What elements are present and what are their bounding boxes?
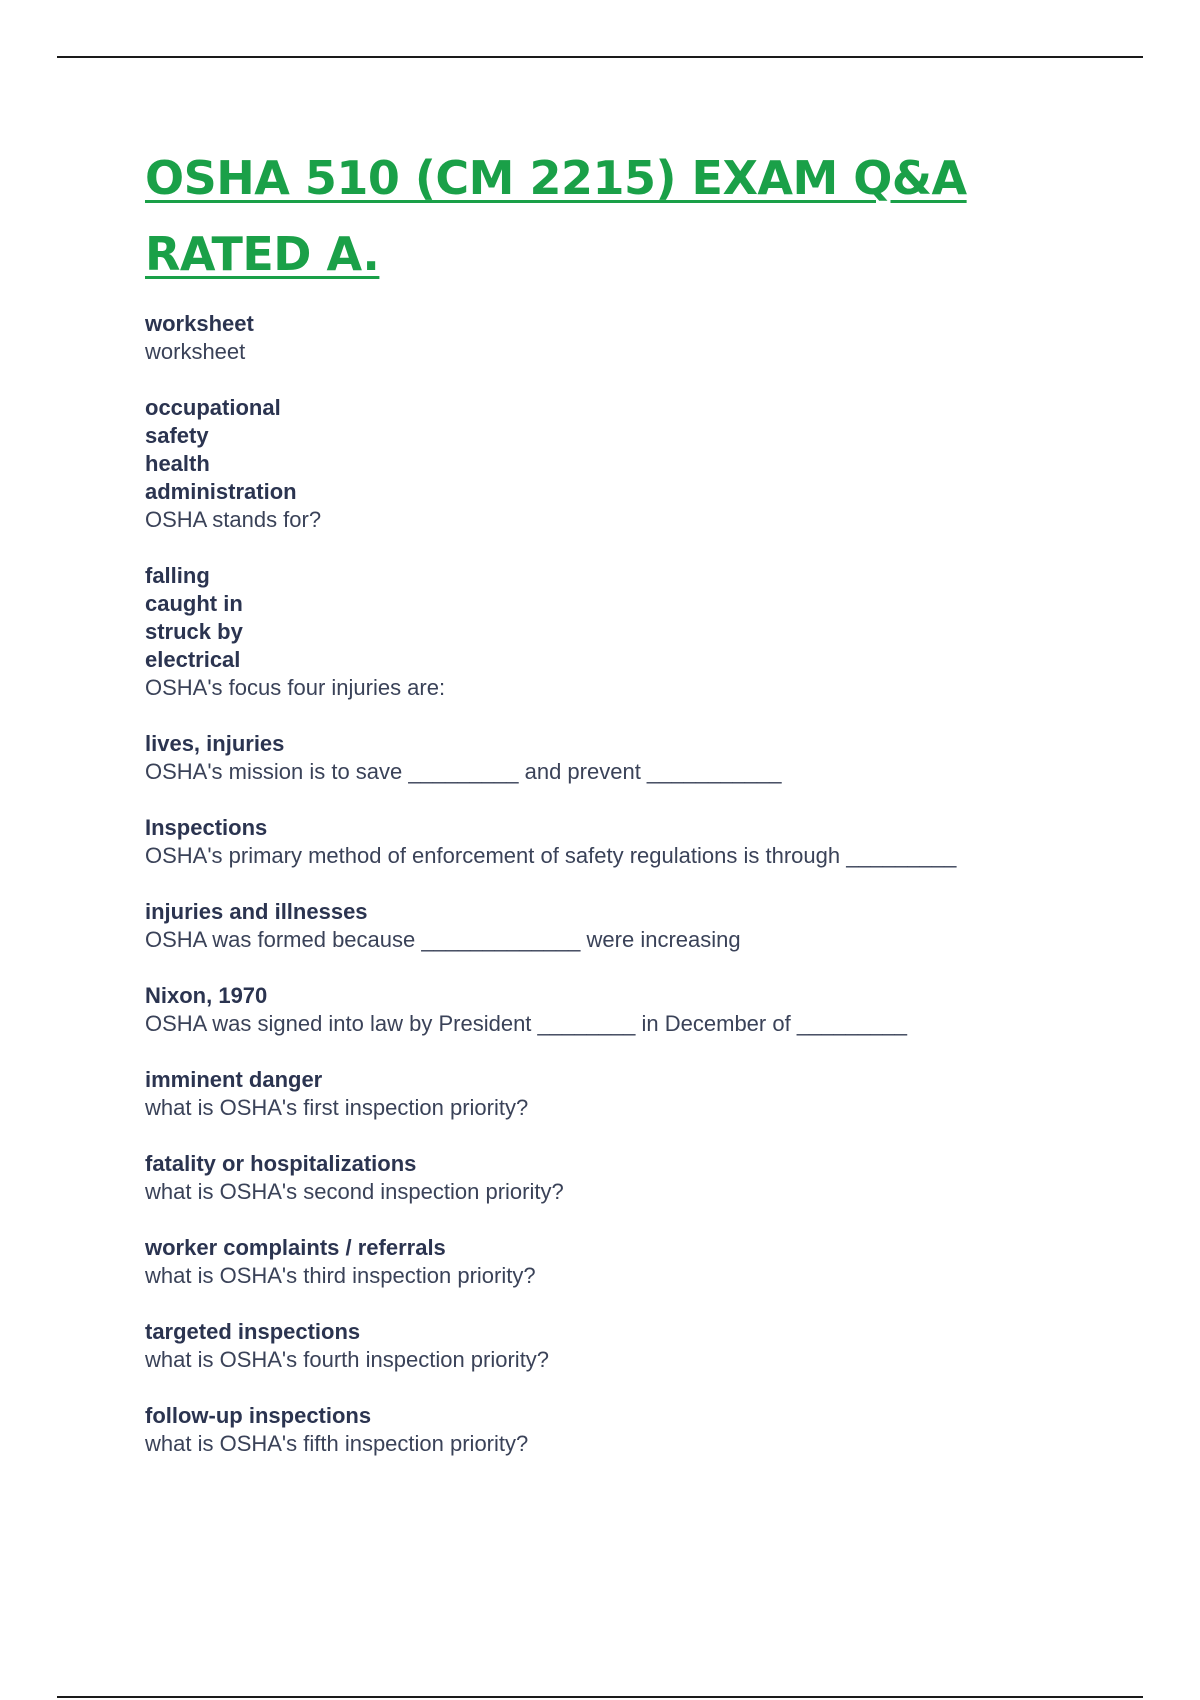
bottom-divider [57, 1696, 1143, 1698]
qa-term: lives, injuries [145, 731, 285, 756]
qa-definition: OSHA stands for? [145, 507, 322, 532]
qa-card [145, 1402, 1105, 1458]
qa-card [145, 898, 1105, 954]
qa-term: occupational safety health administration [145, 395, 297, 504]
qa-term: injuries and illnesses [145, 899, 368, 924]
qa-term: targeted inspections [145, 1319, 361, 1344]
qa-definition: what is OSHA's fifth inspection priority? [145, 1431, 529, 1456]
qa-definition: OSHA's focus four injuries are: [145, 675, 446, 700]
qa-term: falling caught in struck by electrical [145, 563, 243, 672]
qa-card [145, 1234, 1105, 1290]
qa-definition: what is OSHA's fourth inspection priority? [145, 1347, 550, 1372]
qa-definition: what is OSHA's second inspection priority? [145, 1179, 564, 1204]
qa-list [145, 310, 1105, 1486]
qa-definition: what is OSHA's third inspection priority? [145, 1263, 536, 1288]
qa-card [145, 1150, 1105, 1206]
qa-term: follow-up inspections [145, 1403, 372, 1428]
qa-definition: what is OSHA's first inspection priority? [145, 1095, 529, 1120]
qa-definition: OSHA was signed into law by President ________ in December of _________ [145, 1011, 907, 1036]
qa-card [145, 310, 1105, 366]
qa-term: imminent danger [145, 1067, 323, 1092]
qa-term: Inspections [145, 815, 268, 840]
qa-card [145, 394, 1105, 534]
qa-term: fatality or hospitalizations [145, 1151, 417, 1176]
qa-term: worker complaints / referrals [145, 1235, 446, 1260]
top-divider [57, 56, 1143, 58]
qa-definition: OSHA was formed because _____________ were increasing [145, 927, 741, 952]
qa-definition: worksheet [145, 339, 246, 364]
qa-definition: OSHA's mission is to save _________ and prevent ___________ [145, 759, 782, 784]
qa-card [145, 982, 1105, 1038]
qa-card [145, 1066, 1105, 1122]
qa-term: Nixon, 1970 [145, 983, 268, 1008]
qa-card [145, 1318, 1105, 1374]
qa-definition: OSHA's primary method of enforcement of safety regulations is through _________ [145, 843, 957, 868]
qa-term: worksheet [145, 311, 254, 336]
qa-card [145, 562, 1105, 702]
qa-card [145, 730, 1105, 786]
qa-card [145, 814, 1105, 870]
document-title: OSHA 510 (CM 2215) EXAM Q&A RATED A. [145, 151, 967, 281]
